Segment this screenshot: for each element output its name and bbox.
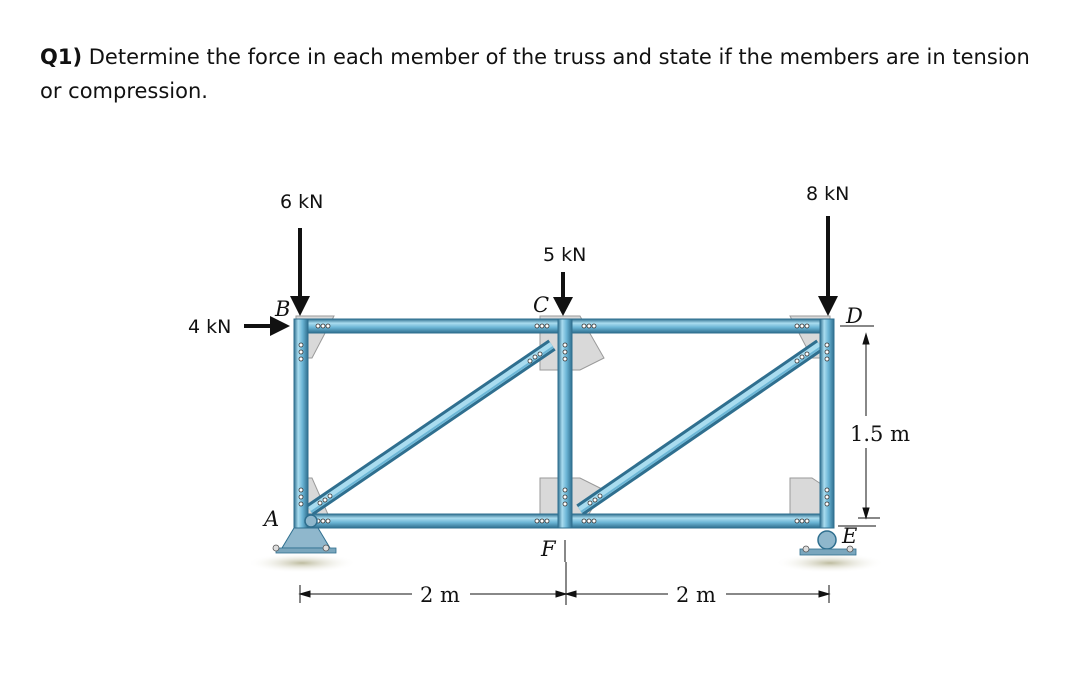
load-arrow-B (290, 228, 310, 316)
load-arrow-C (553, 272, 573, 316)
question-number: Q1) (40, 45, 83, 69)
load-label-C: 5 kN (543, 244, 587, 266)
dimension-label-right: 2 m (676, 583, 716, 607)
member-FD (580, 345, 821, 512)
load-label-B: 6 kN (280, 191, 324, 213)
load-label-horizontal: 4 kN (188, 316, 232, 338)
ground-right (775, 553, 885, 573)
dimension-label-left: 2 m (420, 583, 460, 607)
load-label-D: 8 kN (806, 183, 850, 205)
dimension-label-height: 1.5 m (850, 422, 910, 446)
joint-label-A: A (264, 507, 280, 531)
ground-left (247, 553, 357, 573)
joint-label-C: C (533, 293, 550, 317)
member-BC (296, 319, 564, 333)
joint-label-D: D (846, 304, 863, 328)
load-arrow-D (818, 216, 838, 316)
member-CD (566, 319, 830, 333)
member-AF (296, 514, 564, 528)
member-AC (310, 345, 553, 512)
joint-label-B: B (275, 297, 291, 321)
question-body: Determine the force in each member of the truss and state if the members are in tension or compression. (40, 45, 1030, 103)
member-FE (566, 514, 830, 528)
joint-label-E: E (842, 524, 858, 548)
joint-label-F: F (541, 537, 556, 561)
dimension-horizontal (300, 540, 829, 605)
